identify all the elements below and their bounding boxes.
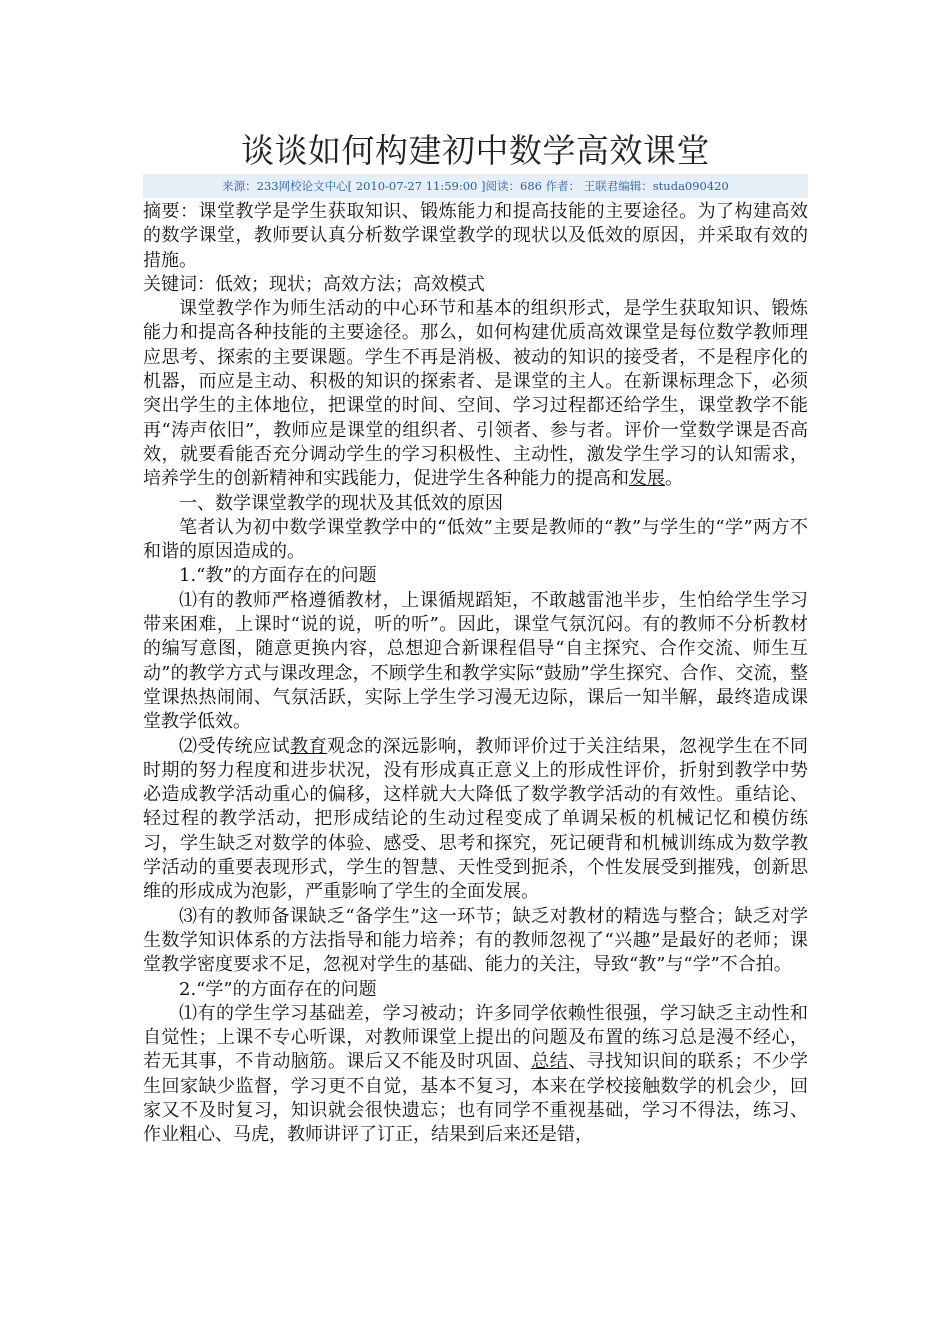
- section-heading-1: 一、数学课堂教学的现状及其低效的原因: [179, 492, 503, 514]
- teaching-paragraph-2-rest: 观念的深远影响，教师评价过于关注结果，忽视学生在不同时期的努力程度和进步状况，没有形成真正意义上的形成性评价，折射到教学中势必造成教学活动重心的偏移，这样就大大降低了数学教学活动的有效性。重结论、轻过程的教学活动，把形成结论的生动过程变成了单调呆板的机械记忆和模仿练习，学生缺乏对数学的体验、感受、思考和探究，死记硬背和机械训练成为数学教学活动的重要表现形式，学生的智慧、天性受到扼杀，个性发展受到摧残，创新思维的形成成为泡影，严重影响了学生的全面发展。: [143, 735, 809, 903]
- article: [143, 128, 808, 1148]
- article-meta-bar: 来源：233网校论文中心[ 2010-07-27 11:59:00 ]阅读：686 作者： 王联君编辑：studa090420: [143, 174, 808, 198]
- intro-text: 课堂教学作为师生活动的中心环节和基本的组织形式，是学生获取知识、锻炼能力和提高各种技能的主要途径。那么，如何构建优质高效课堂是每位数学教师理应思考、探索的主要课题。学生不再是消极、被动的知识的接受者，不是程序化的机器，而应是主动、积极的知识的探索者、是课堂的主人。在新课标理念下，必须突出学生的主体地位，把课堂的时间、空间、学习过程都还给学生，课堂教学不能再“涛声依旧”，教师应是课堂的组织者、引领者、参与者。评价一堂数学课是否高效，就要看能否充分调动学生的学习积极性、主动性，激发学生学习的认知需求，培养学生的创新精神和实践能力，促进学生各种能力的提高和: [143, 298, 808, 490]
- link-jiaoyu[interactable]: 教育: [290, 735, 328, 757]
- article-body: [143, 200, 808, 1148]
- section1-intro-paragraph: 笔者认为初中数学课堂教学中的“低效”主要是教师的“教”与学生的“学”两方不和谐的原因造成的。: [143, 516, 808, 563]
- subsection-heading-teaching: 1.“教”的方面存在的问题: [179, 565, 377, 587]
- teaching-paragraph-2-start: ⑵受传统应试: [179, 735, 291, 757]
- abstract-paragraph: 摘要：课堂教学是学生获取知识、锻炼能力和提高技能的主要途径。为了构建高效的数学课堂，教师要认真分析数学课堂教学的现状以及低效的原因，并采取有效的措施。: [143, 201, 808, 271]
- article-title: 谈谈如何构建初中数学高效课堂: [241, 131, 710, 170]
- subsection-heading-learning: 2.“学”的方面存在的问题: [179, 978, 377, 1000]
- intro-paragraph: [143, 297, 808, 491]
- keywords-line: 关键词：低效；现状；高效方法；高效模式: [143, 273, 485, 295]
- teaching-paragraph-3: ⑶有的教师备课缺乏“备学生”这一环节；缺乏对教材的精选与整合；缺乏对学生数学知识体系的方法指导和能力培养；有的教师忽视了“兴趣”是最好的老师；课堂教学密度要求不足，忽视对学生的基础、能力的关注，导致“教”与“学”不合拍。: [143, 905, 808, 976]
- intro-text-end: 。: [665, 468, 683, 490]
- teaching-paragraph-1: ⑴有的教师严格遵循教材，上课循规蹈矩，不敢越雷池半步，生怕给学生学习带来困难，上课时“说的说，听的听”。因此，课堂气氛沉闷。有的教师不分析教材的编写意图，随意更换内容，总想迎合新课程倡导“自主探究、合作交流、师生互动”的教学方式与课改理念，不顾学生和教学实际“鼓励”学生探究、合作、交流，整堂课热热闹闹、气氛活跃，实际上学生学习漫无边际，课后一知半解，最终造成课堂教学低效。: [143, 589, 808, 733]
- link-zongjie[interactable]: 总结: [531, 1051, 569, 1073]
- learning-paragraph-1-rest: 、寻找知识间的联系；不少学生回家缺少监督，学习更不自觉，基本不复习，本来在学校接触数学的机会少，回家又不及时复习，知识就会很快遗忘；也有同学不重视基础，学习不得法，练习、作业粗心、马虎，教师讲评了订正，结果到后来还是错，: [143, 1051, 809, 1146]
- link-fazhan[interactable]: 发展: [629, 468, 665, 490]
- teaching-paragraph-2: [143, 735, 808, 905]
- learning-paragraph-1: [143, 1002, 808, 1148]
- learning-paragraph-1-start: ⑴有的学生学习基础差，学习被动；许多同学依赖性很强，学习缺乏主动性和自觉性；上课不专心听课，对教师课堂上提出的问题及布置的练习总是漫不经心，若无其事，不肯动脑筋。课后又不能及时巩固、: [143, 1002, 808, 1073]
